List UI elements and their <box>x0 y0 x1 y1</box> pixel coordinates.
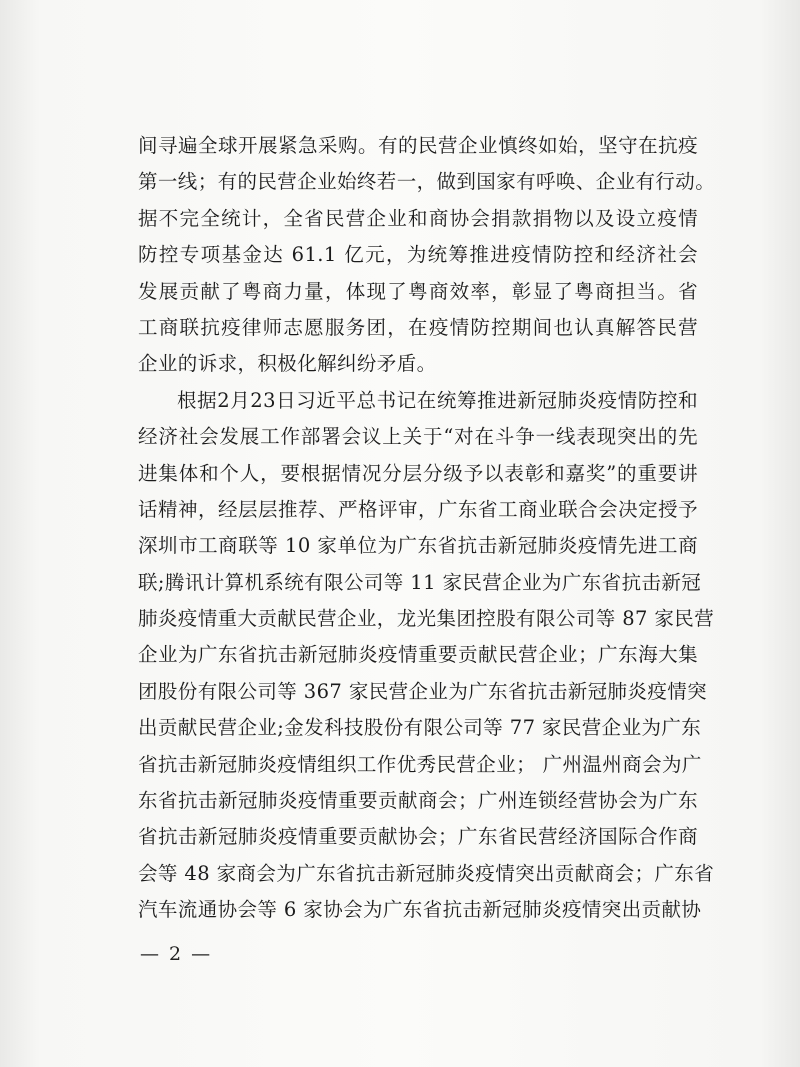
text-line: 汽车流通协会等 6 家协会为广东省抗击新冠肺炎疫情突出贡献协 <box>138 898 702 922</box>
text-line: 省抗击新冠肺炎疫情组织工作优秀民营企业； 广州温州商会为广 <box>138 752 702 776</box>
text-line: 间寻遍全球开展紧急采购。有的民营企业慎终如始，坚守在抗疫 <box>138 134 698 157</box>
text-line: 团股份有限公司等 367 家民营企业为广东省抗击新冠肺炎疫情突 <box>138 679 708 703</box>
text-line: 出贡献民营企业;金发科技股份有限公司等 77 家民营企业为广东 <box>138 716 702 740</box>
text-line: 联;腾讯计算机系统有限公司等 11 家民营企业为广东省抗击新冠 <box>138 570 702 594</box>
text-line: 发展贡献了粤商力量，体现了粤商效率，彰显了粤商担当。省 <box>138 279 698 303</box>
text-line: 根据2月23日习近平总书记在统筹推进新冠肺炎疫情防控和 <box>177 388 698 412</box>
text-line: 防控专项基金达 61.1 亿元，为统筹推进疫情防控和经济社会 <box>138 243 698 267</box>
text-line: 进集体和个人，要根据情况分层分级予以表彰和嘉奖”的重要讲 <box>138 461 698 485</box>
page-number: — 2 — <box>140 943 213 965</box>
text-line: 肺炎疫情重大贡献民营企业，龙光集团控股有限公司等 87 家民营 <box>138 607 715 631</box>
text-line: 经济社会发展工作部署会议上关于“对在斗争一线表现突出的先 <box>138 425 698 449</box>
text-line: 省抗击新冠肺炎疫情重要贡献协会；广东省民营经济国际合作商 <box>138 825 698 849</box>
text-line: 会等 48 家商会为广东省抗击新冠肺炎疫情突出贡献商会；广东省 <box>138 861 715 885</box>
text-line: 深圳市工商联等 10 家单位为广东省抗击新冠肺炎疫情先进工商 <box>138 534 698 558</box>
paragraph <box>138 128 716 383</box>
text-line: 企业的诉求，积极化解纠纷矛盾。 <box>138 352 437 376</box>
text-line: 第一线；有的民营企业始终若一，做到国家有呼唤、企业有行动。 <box>138 170 716 194</box>
paragraph <box>138 383 715 929</box>
text-line: 东省抗击新冠肺炎疫情重要贡献商会；广州连锁经营协会为广东 <box>138 789 698 813</box>
body-text <box>138 128 716 929</box>
text-line: 企业为广东省抗击新冠肺炎疫情重要贡献民营企业；广东海大集 <box>138 643 698 667</box>
text-line: 工商联抗疫律师志愿服务团，在疫情防控期间也认真解答民营 <box>138 315 698 339</box>
text-line: 据不完全统计，全省民营企业和商协会捐款捐物以及设立疫情 <box>138 206 698 230</box>
text-line: 话精神，经层层推荐、严格评审，广东省工商业联合会决定授予 <box>138 497 698 521</box>
